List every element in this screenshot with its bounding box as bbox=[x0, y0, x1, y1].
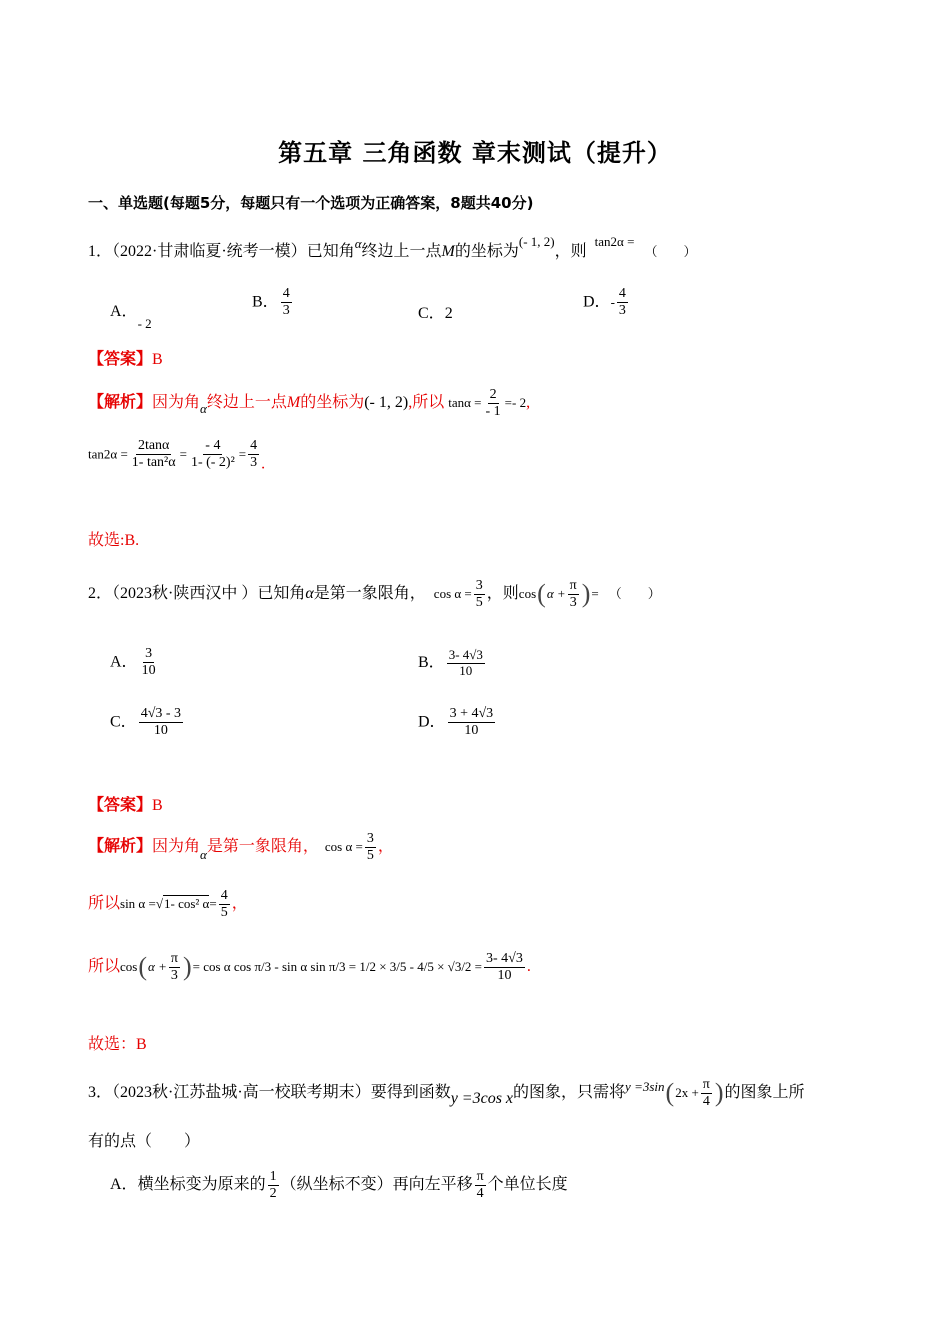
fraction-den: 5 bbox=[366, 847, 374, 863]
answer-label: 【答案】 bbox=[88, 349, 153, 368]
option-label: A． bbox=[110, 303, 138, 320]
math-expression: tanα = bbox=[448, 395, 482, 410]
page-title: 第五章 三角函数 章末测试（提升） bbox=[278, 139, 672, 167]
stem-text: 终边上一点 bbox=[361, 243, 442, 260]
math-fraction bbox=[484, 387, 503, 420]
math-fraction bbox=[365, 831, 376, 864]
question-number: 2． bbox=[88, 585, 113, 602]
q2-analysis-line3 bbox=[88, 942, 531, 992]
q2-analysis-line1 bbox=[88, 824, 394, 877]
q2-option-d bbox=[418, 706, 497, 739]
fraction-den: - 1 bbox=[485, 403, 501, 419]
fraction-num: 3 + 4√3 bbox=[448, 706, 496, 723]
q1-answer bbox=[88, 346, 163, 369]
fraction-num: π bbox=[475, 1169, 486, 1186]
option-value: 2 bbox=[444, 305, 453, 322]
answer-blank: （ ） bbox=[608, 586, 661, 601]
fraction-den: 1- tan²α bbox=[131, 455, 176, 471]
question-source: （2022·甘肃临夏·统考一模） bbox=[112, 243, 307, 260]
math-expression: sin α = bbox=[120, 896, 156, 911]
math-fraction bbox=[130, 438, 178, 471]
q1-option-a bbox=[110, 298, 152, 331]
alpha-symbol: α bbox=[200, 847, 207, 862]
fraction-den: 10 bbox=[459, 662, 473, 678]
math-function: cos bbox=[518, 586, 537, 601]
fraction-den: 3 bbox=[282, 303, 290, 319]
equals: = bbox=[238, 446, 247, 462]
analysis-text: 终边上一点 bbox=[206, 394, 287, 411]
question-3-stem bbox=[88, 1062, 805, 1124]
coordinate: (- 1, 2) bbox=[364, 394, 409, 411]
math-fraction bbox=[268, 1169, 279, 1202]
q1-analysis-line2 bbox=[88, 438, 265, 473]
math-fraction bbox=[474, 578, 485, 611]
math-fraction bbox=[475, 1169, 486, 1202]
q2-analysis-line2 bbox=[88, 882, 248, 926]
fraction-num: 2tanα bbox=[136, 438, 171, 455]
q1-option-c bbox=[418, 300, 453, 323]
analysis-text: 所以 bbox=[88, 958, 121, 975]
q2-option-a bbox=[110, 646, 160, 679]
option-fraction bbox=[140, 646, 158, 679]
answer-value: B bbox=[152, 351, 163, 368]
q2-conclusion: 故选：B bbox=[88, 1036, 147, 1053]
math-fraction bbox=[169, 951, 180, 984]
option-fraction bbox=[448, 706, 496, 739]
option-label: A． bbox=[110, 1176, 138, 1193]
option-label: D． bbox=[418, 713, 446, 731]
q2-option-b bbox=[418, 648, 487, 679]
fraction-num: 4 bbox=[219, 888, 230, 905]
fraction-den: 3 bbox=[170, 967, 178, 983]
coordinate: (- 1, 2) bbox=[518, 234, 555, 249]
equals: = bbox=[591, 586, 599, 601]
option-fraction bbox=[447, 648, 485, 679]
stem-text: 的图象上所 bbox=[724, 1084, 805, 1101]
option-fraction bbox=[281, 286, 292, 319]
question-2-stem bbox=[88, 564, 661, 624]
alpha-symbol: α bbox=[354, 236, 362, 251]
point-m: M bbox=[286, 394, 301, 411]
fraction-num: 3 bbox=[365, 831, 376, 848]
fraction-den: 5 bbox=[220, 904, 228, 920]
stem-text: 的图象，只需将 bbox=[513, 1084, 626, 1101]
fraction-den: 3 bbox=[618, 303, 626, 319]
fraction-num: π bbox=[169, 951, 180, 968]
fraction-den: 3 bbox=[569, 594, 577, 610]
q1-option-d bbox=[583, 286, 630, 319]
alpha-symbol: α bbox=[305, 585, 314, 602]
math-expression: tan2α = bbox=[594, 234, 635, 249]
punctuation: ， bbox=[377, 838, 394, 855]
option-label: B． bbox=[252, 293, 279, 311]
option-text: 横坐标变为原来的 bbox=[137, 1176, 266, 1193]
option-label: B． bbox=[418, 654, 445, 672]
math-expression: =- 2 bbox=[504, 395, 527, 410]
math-expression: cos α = bbox=[433, 586, 472, 601]
paren-close: ) bbox=[714, 1078, 724, 1108]
fraction-den: 10 bbox=[153, 723, 168, 739]
option-label: D． bbox=[583, 293, 611, 311]
paren-open: ( bbox=[665, 1078, 675, 1108]
answer-blank: （ ） bbox=[644, 244, 697, 259]
analysis-text: 因为角 bbox=[152, 394, 201, 411]
math-expression: tan2α = bbox=[88, 446, 128, 462]
question-source: （2023秋·陕西汉中 ） bbox=[112, 585, 258, 602]
negative-sign: - bbox=[610, 294, 615, 310]
paren-open: ( bbox=[537, 579, 546, 609]
sqrt-sign: √ bbox=[155, 896, 163, 911]
punctuation: ， bbox=[231, 895, 248, 912]
math-expression: y =3sin bbox=[625, 1079, 665, 1094]
fraction-num: 3- 4√3 bbox=[484, 951, 525, 968]
q2-option-c bbox=[110, 706, 185, 739]
question-number: 3． bbox=[88, 1084, 113, 1101]
paren-close: ) bbox=[182, 952, 192, 982]
option-text: 个单位长度 bbox=[487, 1176, 568, 1193]
equals: = bbox=[209, 896, 217, 911]
math-expression: α + bbox=[546, 586, 566, 601]
math-expression: 2x + bbox=[675, 1085, 699, 1100]
math-fraction bbox=[189, 438, 237, 471]
q3-option-a bbox=[110, 1160, 568, 1210]
option-label: A． bbox=[110, 653, 138, 671]
fraction-den: 10 bbox=[497, 967, 512, 983]
stem-text: 的坐标为 bbox=[454, 243, 519, 260]
fraction-num: 3- 4√3 bbox=[448, 647, 483, 662]
point-m: M bbox=[441, 243, 455, 260]
fraction-num: 2 bbox=[488, 387, 499, 404]
question-3-stem-cont: 有的点（ ） bbox=[88, 1133, 201, 1150]
fraction-den: 3 bbox=[250, 455, 258, 471]
paren-close: ) bbox=[581, 579, 591, 609]
math-fraction bbox=[219, 888, 230, 921]
fraction-num: 1 bbox=[268, 1169, 279, 1186]
question-number: 1． bbox=[88, 243, 113, 260]
question-source: （2023秋·江苏盐城·高一校联考期末） bbox=[112, 1084, 371, 1101]
math-expression: α + bbox=[148, 959, 167, 974]
punctuation: . bbox=[526, 958, 531, 975]
math-function: cos bbox=[120, 959, 138, 974]
fraction-num: 4 bbox=[281, 286, 292, 303]
fraction-num: 3 bbox=[143, 646, 154, 663]
fraction-den: 10 bbox=[141, 663, 156, 679]
question-1-stem bbox=[88, 226, 696, 268]
q1-conclusion: 故选:B. bbox=[88, 532, 140, 549]
alpha-symbol: α bbox=[200, 401, 207, 416]
fraction-den: 5 bbox=[475, 594, 483, 610]
fraction-den: 4 bbox=[702, 1093, 710, 1109]
stem-text: ，则 bbox=[554, 243, 587, 260]
section-heading: 一、单选题(每题5分，每题只有一个选项为正确答案，8题共40分) bbox=[88, 194, 534, 212]
sqrt-content: 1- cos² α bbox=[163, 896, 210, 911]
q1-option-b bbox=[252, 286, 294, 319]
paren-open: ( bbox=[138, 952, 148, 982]
analysis-text: 是第一象限角， bbox=[206, 838, 319, 855]
answer-value: B bbox=[152, 797, 163, 814]
stem-text: 已知角 bbox=[306, 243, 355, 260]
fraction-num: 4 bbox=[617, 286, 628, 303]
analysis-text: 因为角 bbox=[152, 838, 201, 855]
q2-answer bbox=[88, 792, 163, 815]
math-expression: cos α = bbox=[324, 839, 363, 854]
analysis-text: 的坐标为 bbox=[300, 394, 365, 411]
stem-text: ，则 bbox=[486, 585, 519, 602]
option-fraction bbox=[617, 286, 628, 319]
math-expression: y =3cos x bbox=[450, 1090, 514, 1107]
q1-analysis-line1 bbox=[88, 382, 530, 429]
stem-text: 要得到函数 bbox=[370, 1084, 451, 1101]
fraction-den: 1- (- 2)² bbox=[190, 455, 235, 471]
answer-label: 【答案】 bbox=[88, 795, 153, 814]
fraction-den: 4 bbox=[476, 1185, 484, 1201]
fraction-num: 4 bbox=[248, 438, 259, 455]
fraction-den: 2 bbox=[269, 1185, 277, 1201]
fraction-num: - 4 bbox=[203, 438, 222, 455]
analysis-label: 【解析】 bbox=[88, 836, 153, 855]
fraction-den: 10 bbox=[464, 723, 479, 739]
stem-text: 是第一象限角， bbox=[313, 585, 426, 602]
fraction-num: π bbox=[701, 1077, 712, 1094]
math-fraction bbox=[568, 578, 579, 611]
fraction-num: π bbox=[568, 578, 579, 595]
option-value: - 2 bbox=[137, 316, 152, 331]
analysis-text: 所以 bbox=[88, 895, 121, 912]
option-label: C． bbox=[418, 305, 445, 322]
option-label: C． bbox=[110, 713, 137, 731]
option-text: （纵坐标不变）再向左平移 bbox=[280, 1176, 473, 1193]
punctuation: . bbox=[261, 455, 266, 473]
math-fraction bbox=[248, 438, 259, 471]
equals: = bbox=[179, 446, 187, 462]
math-expression: = cos α cos π/3 - sin α sin π/3 = 1/2 × 3/5 - 4/5 × √3/2 = bbox=[192, 959, 483, 974]
analysis-text: ,所以 bbox=[408, 394, 445, 411]
stem-text: 已知角 bbox=[257, 585, 306, 602]
math-fraction bbox=[484, 951, 525, 984]
fraction-num: 3 bbox=[474, 578, 485, 595]
fraction-num: 4√3 - 3 bbox=[139, 706, 183, 723]
analysis-label: 【解析】 bbox=[88, 392, 153, 411]
math-fraction bbox=[701, 1077, 712, 1110]
option-fraction bbox=[139, 706, 183, 739]
punctuation: , bbox=[526, 394, 531, 411]
